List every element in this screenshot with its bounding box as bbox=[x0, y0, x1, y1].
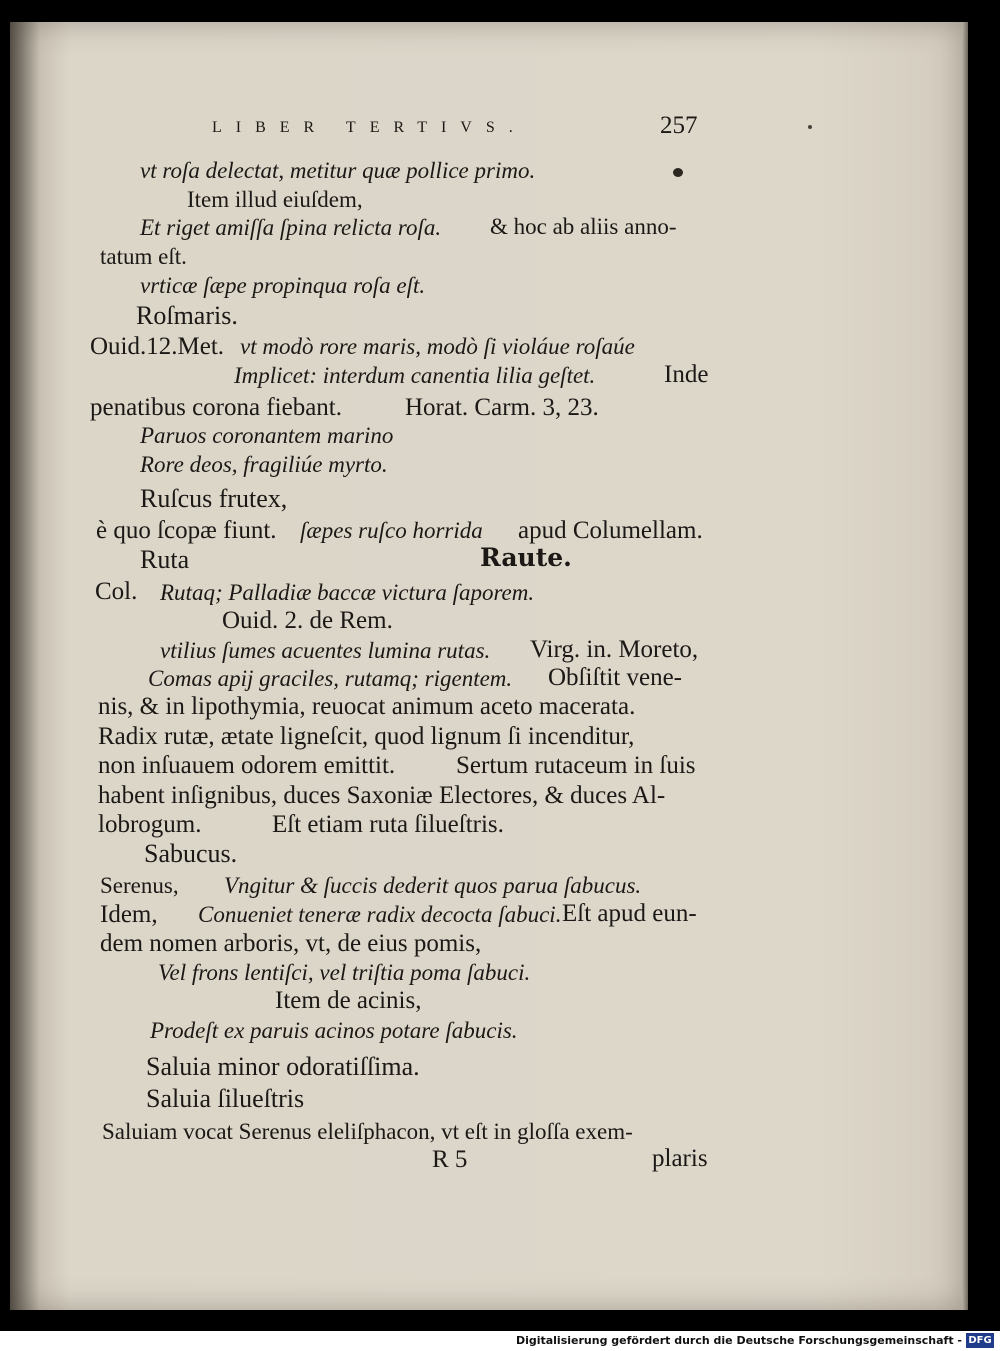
text-line: Eſt etiam ruta ſilueſtris. bbox=[272, 811, 504, 838]
text-line: penatibus corona fiebant. bbox=[90, 394, 342, 421]
text-line: Ouid.12.Met. bbox=[90, 333, 225, 360]
text-line: Item illud eiuſdem, bbox=[187, 187, 363, 212]
page-edge bbox=[962, 22, 968, 1310]
text-line: Vngitur & ſuccis dederit quos parua ſabucus. bbox=[224, 873, 642, 898]
text-line: è quo ſcopæ fiunt. bbox=[96, 517, 277, 544]
section-heading: Saluia ſilueſtris bbox=[146, 1084, 305, 1113]
ink-dot bbox=[808, 125, 812, 129]
text-line: & hoc ab aliis anno- bbox=[490, 214, 677, 239]
dfg-logo: DFG bbox=[966, 1333, 994, 1348]
text-line: vt modò rore maris, modò ſi violáue roſaúe bbox=[240, 334, 635, 359]
ink-stain bbox=[673, 168, 683, 177]
text-line: Horat. Carm. 3, 23. bbox=[405, 394, 599, 421]
text-line: Inde bbox=[664, 361, 709, 388]
text-line: Col. bbox=[95, 578, 138, 605]
running-title: LIBER TERTIVS. bbox=[212, 119, 527, 136]
text-line: Item de acinis, bbox=[275, 987, 422, 1014]
text-line: vtilius ſumes acuentes lumina rutas. bbox=[160, 638, 491, 663]
text-line: Conueniet teneræ radix decocta ſabuci. bbox=[198, 902, 562, 927]
text-line: Rutaq; Palladiæ baccæ victura ſaporem. bbox=[160, 580, 535, 605]
footer-bar bbox=[0, 1331, 1000, 1351]
text-line: vt roſa delectat, metitur quæ pollice primo. bbox=[140, 158, 536, 183]
text-line: apud Columellam. bbox=[518, 517, 703, 544]
signature-mark: R 5 bbox=[432, 1146, 468, 1173]
section-heading: Ruſcus frutex, bbox=[140, 484, 288, 513]
text-line: Sertum rutaceum in ſuis bbox=[456, 752, 696, 779]
section-heading: Saluia minor odoratiſſima. bbox=[146, 1052, 420, 1081]
text-line: dem nomen arboris, vt, de eius pomis, bbox=[100, 930, 482, 957]
text-line: Prodeſt ex paruis acinos potare ſabucis. bbox=[150, 1018, 518, 1043]
text-line: Radix rutæ, ætate ligneſcit, quod lignum ſi incenditur, bbox=[98, 723, 635, 750]
text-line: Paruos coronantem marino bbox=[140, 423, 394, 448]
text-line: Eſt apud eun- bbox=[562, 900, 697, 927]
text-line: Saluiam vocat Serenus eleliſphacon, vt eſt in gloſſa exem- bbox=[102, 1119, 633, 1144]
text-line: Idem, bbox=[100, 901, 158, 928]
text-line: Ouid. 2. de Rem. bbox=[222, 607, 393, 634]
text-line: lobrogum. bbox=[98, 811, 202, 838]
text-line: Serenus, bbox=[100, 873, 179, 898]
section-heading: Sabucus. bbox=[144, 839, 238, 868]
text-line: Obſiſtit vene- bbox=[548, 664, 682, 691]
footer-credit: Digitalisierung gefördert durch die Deutsche Forschungsgemeinschaft - bbox=[515, 1334, 962, 1347]
text-line: habent inſignibus, duces Saxoniæ Electores, & duces Al- bbox=[98, 782, 666, 809]
text-line: Implicet: interdum canentia lilia geſtet. bbox=[234, 363, 596, 388]
german-name: Raute. bbox=[480, 543, 572, 572]
text-line: Rore deos, fragiliúe myrto. bbox=[140, 452, 388, 477]
text-line: Comas apij graciles, rutamq; rigentem. bbox=[148, 666, 513, 691]
text-line: Vel frons lentiſci, vel triſtia poma ſabuci. bbox=[158, 960, 531, 985]
text-line: Et riget amiſſa ſpina relicta roſa. bbox=[140, 215, 442, 240]
catchword: plaris bbox=[652, 1145, 708, 1172]
section-heading: Ruta bbox=[140, 545, 190, 574]
text-line: tatum eſt. bbox=[100, 244, 187, 269]
text-line: nis, & in lipothymia, reuocat animum aceto macerata. bbox=[98, 693, 636, 720]
page-number: 257 bbox=[660, 112, 698, 139]
text-line: non inſuauem odorem emittit. bbox=[98, 752, 396, 779]
text-line: Virg. in. Moreto, bbox=[530, 636, 699, 663]
text-line: vrticæ ſæpe propinqua roſa eſt. bbox=[140, 273, 426, 298]
text-line: ſæpes ruſco horrida bbox=[300, 518, 483, 543]
section-heading: Roſmaris. bbox=[136, 301, 238, 330]
